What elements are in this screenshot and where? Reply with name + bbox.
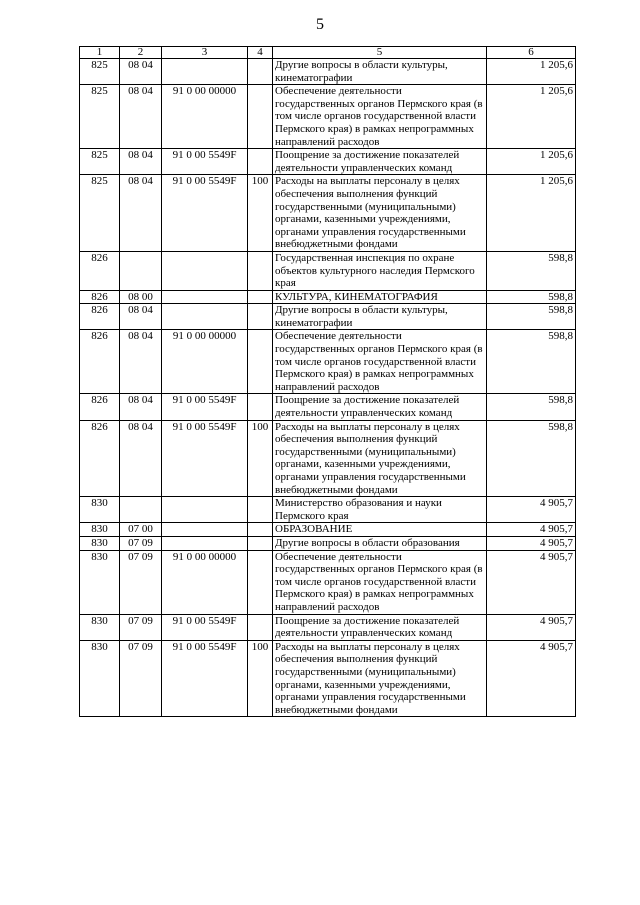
amount-cell: 1 205,6 [487, 149, 576, 175]
description-cell: Поощрение за достижение показателей деятельности управленческих команд [273, 614, 487, 640]
section-code-cell: 08 04 [120, 330, 162, 394]
table-row [80, 536, 576, 550]
target-article-cell [162, 251, 248, 290]
table-row [80, 330, 576, 394]
admin-code-cell: 825 [80, 85, 120, 149]
expense-type-cell: 100 [248, 420, 273, 497]
table-row [80, 420, 576, 497]
amount-cell: 598,8 [487, 420, 576, 497]
expense-type-cell [248, 394, 273, 420]
target-article-cell [162, 523, 248, 537]
amount-cell: 4 905,7 [487, 523, 576, 537]
target-article-cell [162, 536, 248, 550]
section-code-cell: 08 04 [120, 304, 162, 330]
expense-type-cell: 100 [248, 175, 273, 252]
target-article-cell [162, 290, 248, 304]
expense-type-cell [248, 304, 273, 330]
section-code-cell: 08 00 [120, 290, 162, 304]
expense-type-cell [248, 149, 273, 175]
amount-cell: 4 905,7 [487, 614, 576, 640]
target-article-cell: 91 0 00 5549F [162, 420, 248, 497]
section-code-cell: 08 04 [120, 85, 162, 149]
section-code-cell: 07 09 [120, 614, 162, 640]
section-code-cell: 07 09 [120, 550, 162, 614]
admin-code-cell: 830 [80, 614, 120, 640]
amount-cell: 4 905,7 [487, 536, 576, 550]
description-cell: Обеспечение деятельности государственных органов Пермского края (в том числе органов государственной власти Пермского края) в рамках непрограммных направлений расходов [273, 330, 487, 394]
table-row [80, 85, 576, 149]
expense-type-cell [248, 497, 273, 523]
amount-cell: 1 205,6 [487, 59, 576, 85]
amount-cell: 4 905,7 [487, 497, 576, 523]
table-row [80, 290, 576, 304]
admin-code-cell: 826 [80, 420, 120, 497]
table-row [80, 523, 576, 537]
admin-code-cell: 826 [80, 304, 120, 330]
target-article-cell: 91 0 00 5549F [162, 640, 248, 717]
admin-code-cell: 826 [80, 330, 120, 394]
header-cell: 3 [162, 47, 248, 59]
admin-code-cell: 825 [80, 149, 120, 175]
section-code-cell: 07 09 [120, 536, 162, 550]
table-row [80, 149, 576, 175]
amount-cell: 598,8 [487, 290, 576, 304]
description-cell: Другие вопросы в области культуры, кинематографии [273, 59, 487, 85]
amount-cell: 598,8 [487, 330, 576, 394]
admin-code-cell: 830 [80, 550, 120, 614]
admin-code-cell: 825 [80, 59, 120, 85]
target-article-cell [162, 497, 248, 523]
amount-cell: 4 905,7 [487, 550, 576, 614]
section-code-cell: 08 04 [120, 59, 162, 85]
description-cell: Поощрение за достижение показателей деятельности управленческих команд [273, 394, 487, 420]
table-row [80, 251, 576, 290]
description-cell: Другие вопросы в области образования [273, 536, 487, 550]
expense-type-cell [248, 550, 273, 614]
amount-cell: 1 205,6 [487, 85, 576, 149]
section-code-cell: 07 09 [120, 640, 162, 717]
description-cell: Обеспечение деятельности государственных органов Пермского края (в том числе органов государственной власти Пермского края) в рамках непрограммных направлений расходов [273, 85, 487, 149]
table-row [80, 59, 576, 85]
description-cell: Государственная инспекция по охране объектов культурного наследия Пермского края [273, 251, 487, 290]
admin-code-cell: 830 [80, 497, 120, 523]
target-article-cell: 91 0 00 5549F [162, 175, 248, 252]
description-cell: Расходы на выплаты персоналу в целях обеспечения выполнения функций государственными (муниципальными) органами, казенными учреждениями, органами управления государственными внебюджетными фондами [273, 175, 487, 252]
expense-type-cell [248, 59, 273, 85]
admin-code-cell: 825 [80, 175, 120, 252]
section-code-cell: 07 00 [120, 523, 162, 537]
expense-type-cell [248, 290, 273, 304]
expense-type-cell [248, 251, 273, 290]
admin-code-cell: 826 [80, 251, 120, 290]
header-cell: 6 [487, 47, 576, 59]
description-cell: Министерство образования и науки Пермского края [273, 497, 487, 523]
admin-code-cell: 826 [80, 290, 120, 304]
expense-type-cell [248, 330, 273, 394]
description-cell: Расходы на выплаты персоналу в целях обеспечения выполнения функций государственными (муниципальными) органами, казенными учреждениями, органами управления государственными внебюджетными фондами [273, 640, 487, 717]
target-article-cell: 91 0 00 00000 [162, 85, 248, 149]
header-cell: 5 [273, 47, 487, 59]
expense-type-cell [248, 614, 273, 640]
amount-cell: 598,8 [487, 251, 576, 290]
expense-type-cell [248, 523, 273, 537]
target-article-cell [162, 304, 248, 330]
target-article-cell: 91 0 00 5549F [162, 149, 248, 175]
description-cell: Поощрение за достижение показателей деятельности управленческих команд [273, 149, 487, 175]
header-cell: 1 [80, 47, 120, 59]
target-article-cell: 91 0 00 00000 [162, 330, 248, 394]
table-row [80, 304, 576, 330]
target-article-cell: 91 0 00 5549F [162, 614, 248, 640]
expense-type-cell [248, 85, 273, 149]
amount-cell: 1 205,6 [487, 175, 576, 252]
description-cell: ОБРАЗОВАНИЕ [273, 523, 487, 537]
admin-code-cell: 830 [80, 536, 120, 550]
expense-type-cell: 100 [248, 640, 273, 717]
section-code-cell [120, 497, 162, 523]
section-code-cell: 08 04 [120, 175, 162, 252]
page-number: 5 [316, 16, 324, 33]
admin-code-cell: 826 [80, 394, 120, 420]
budget-table [79, 46, 576, 717]
admin-code-cell: 830 [80, 523, 120, 537]
target-article-cell: 91 0 00 5549F [162, 394, 248, 420]
table-row [80, 614, 576, 640]
target-article-cell: 91 0 00 00000 [162, 550, 248, 614]
table-row [80, 175, 576, 252]
description-cell: Расходы на выплаты персоналу в целях обеспечения выполнения функций государственными (муниципальными) органами, казенными учреждениями, органами управления государственными внебюджетными фондами [273, 420, 487, 497]
description-cell: Другие вопросы в области культуры, кинематографии [273, 304, 487, 330]
description-cell: КУЛЬТУРА, КИНЕМАТОГРАФИЯ [273, 290, 487, 304]
admin-code-cell: 830 [80, 640, 120, 717]
description-cell: Обеспечение деятельности государственных органов Пермского края (в том числе органов государственной власти Пермского края) в рамках непрограммных направлений расходов [273, 550, 487, 614]
table-row [80, 640, 576, 717]
amount-cell: 598,8 [487, 394, 576, 420]
table-row [80, 497, 576, 523]
section-code-cell: 08 04 [120, 420, 162, 497]
expense-type-cell [248, 536, 273, 550]
table-row [80, 394, 576, 420]
amount-cell: 598,8 [487, 304, 576, 330]
amount-cell: 4 905,7 [487, 640, 576, 717]
section-code-cell: 08 04 [120, 394, 162, 420]
table-header-row [80, 47, 576, 59]
header-cell: 4 [248, 47, 273, 59]
table-body [80, 59, 576, 717]
table-row [80, 550, 576, 614]
section-code-cell: 08 04 [120, 149, 162, 175]
target-article-cell [162, 59, 248, 85]
section-code-cell [120, 251, 162, 290]
header-cell: 2 [120, 47, 162, 59]
